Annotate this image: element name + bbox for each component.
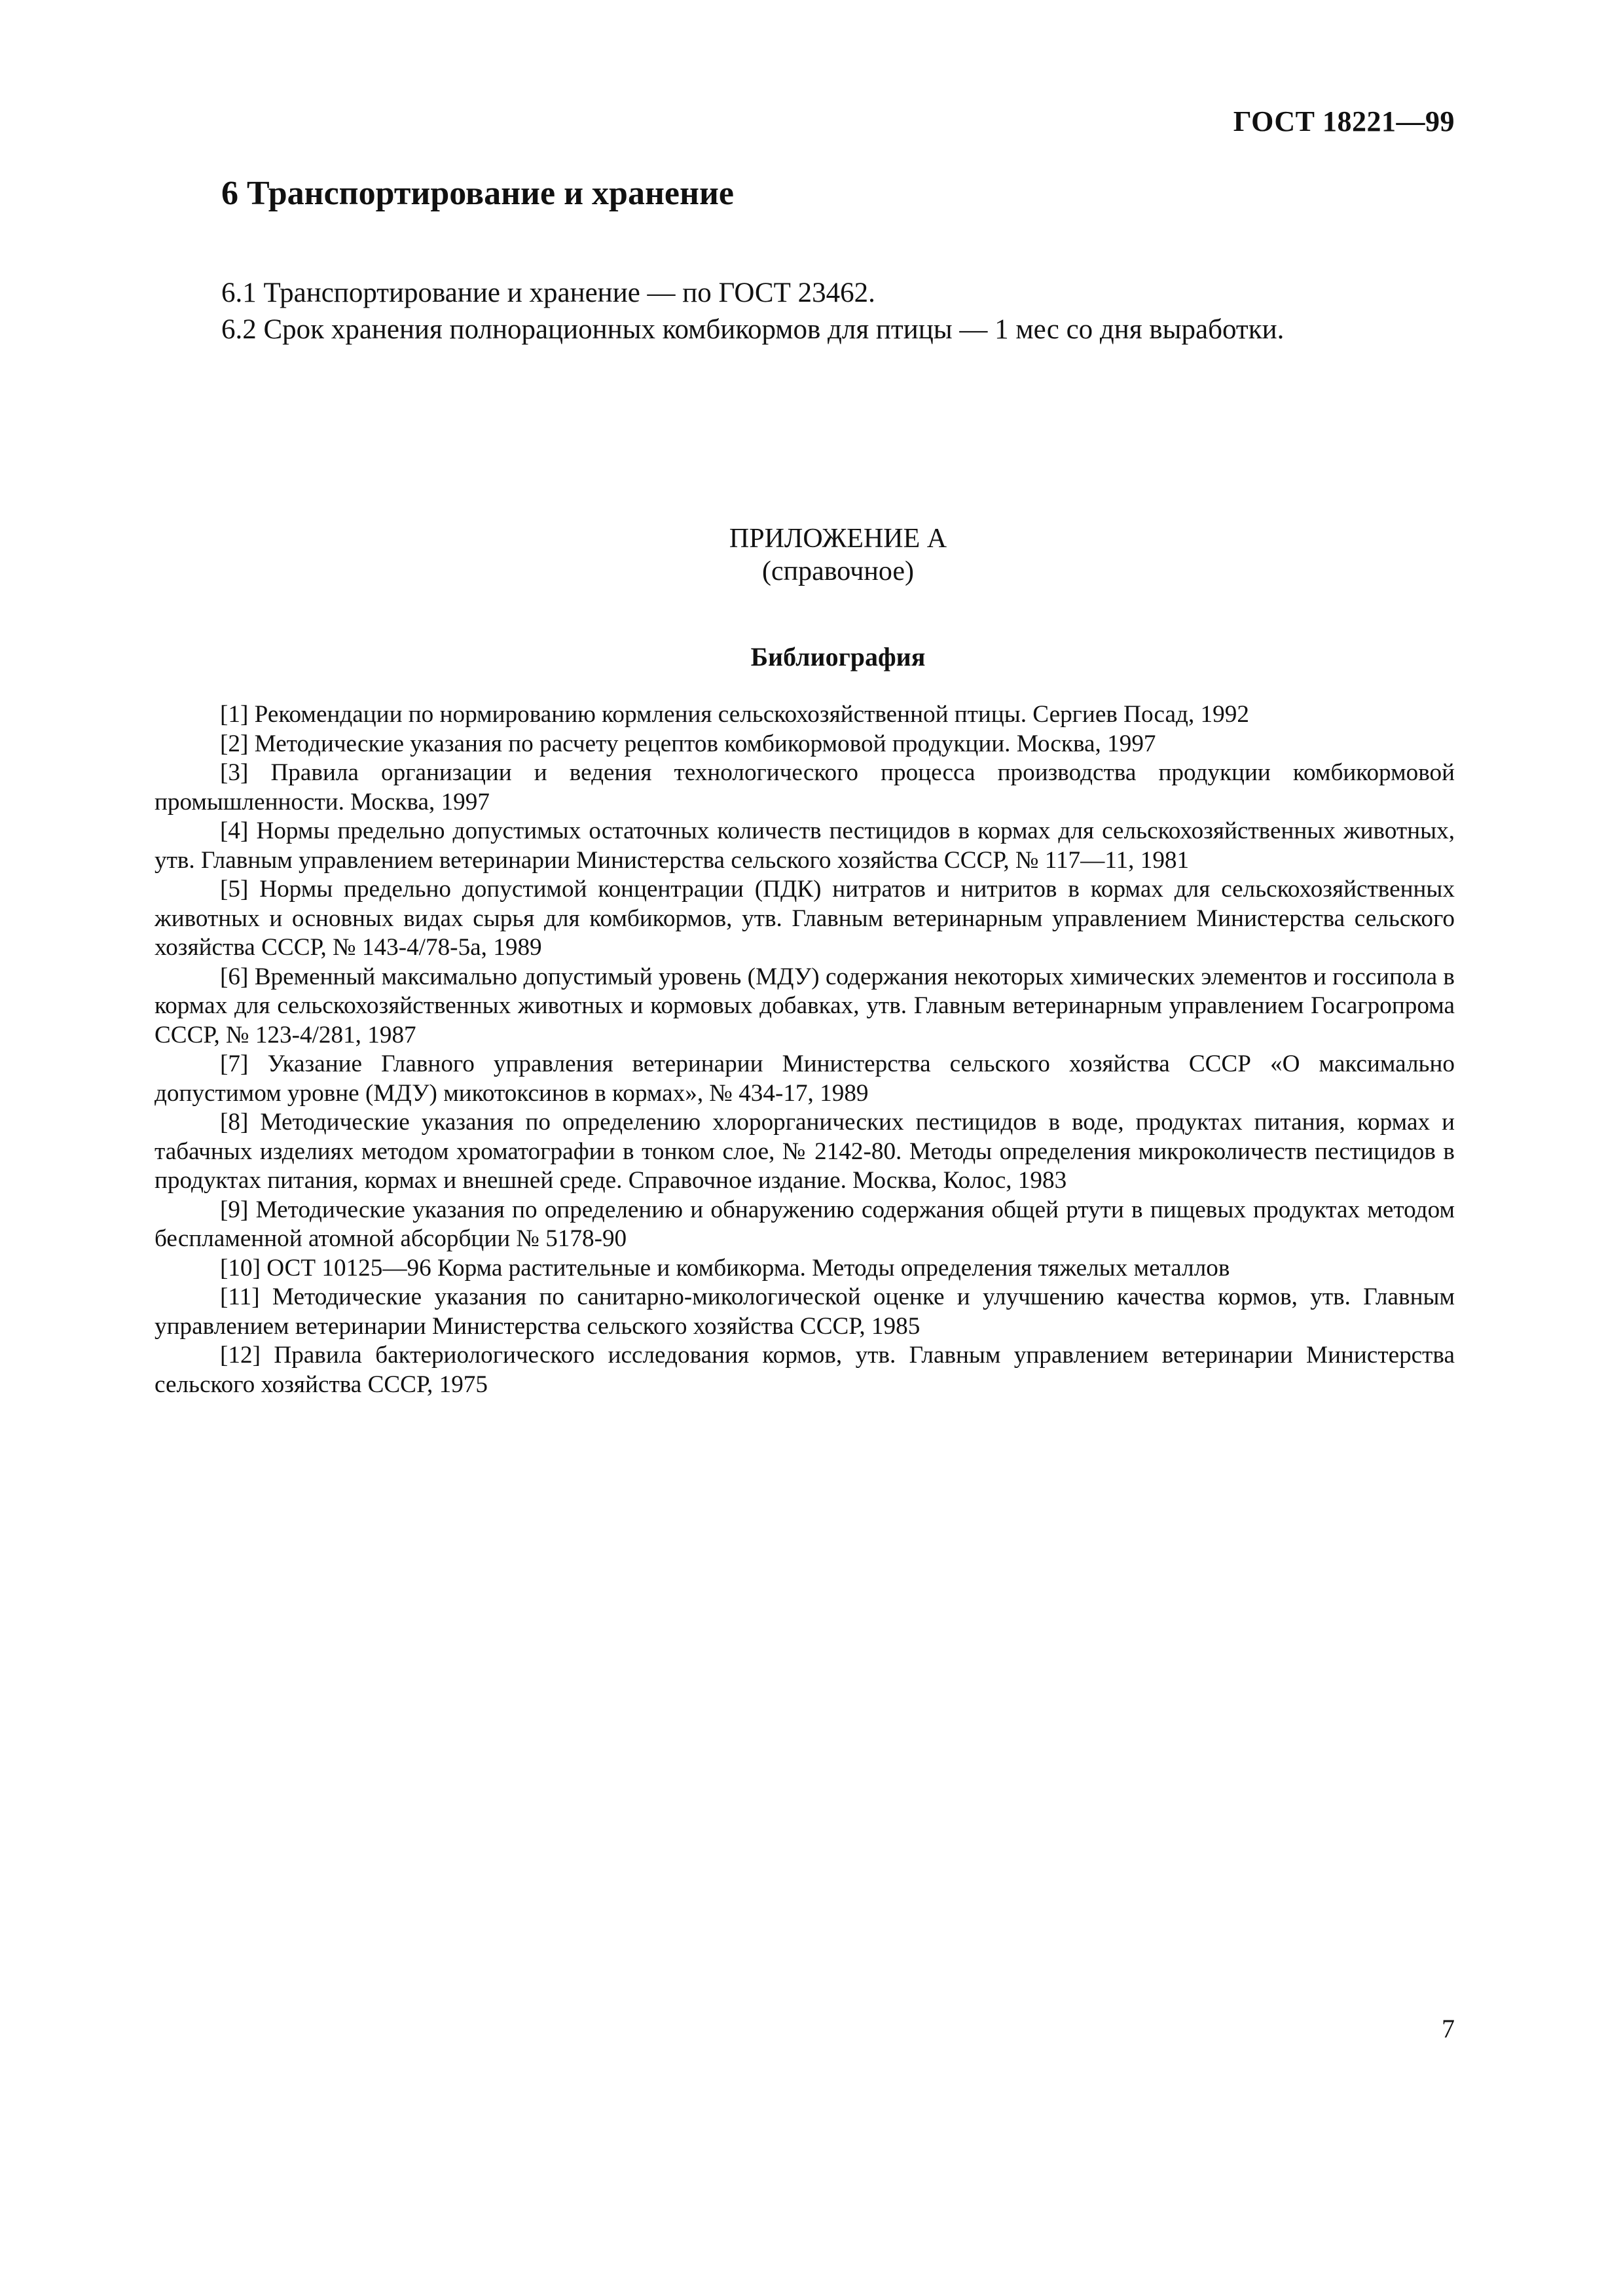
annex-label: ПРИЛОЖЕНИЕ А bbox=[729, 524, 947, 554]
bibliography-entry: [11] Методические указания по санитарно-микологической оценке и улучшению качества кормов, утв. Главным управлением ветеринарии Министерства сельского хозяйства СССР, 1985 bbox=[155, 1283, 1455, 1340]
bibliography-entry: [2] Методические указания по расчету рецептов комбикормовой продукции. Москва, 1997 bbox=[220, 730, 1156, 757]
annex-status: (справочное) bbox=[762, 556, 914, 586]
annex-heading bbox=[221, 522, 1455, 588]
bibliography-title: Библиография bbox=[750, 642, 926, 672]
clause-6-1: 6.1 Транспортирование и хранение — по ГОСТ 23462. bbox=[221, 278, 875, 308]
bibliography-entry: [1] Рекомендации по нормированию кормления сельскохозяйственной птицы. Сергиев Посад, 1992 bbox=[220, 701, 1249, 728]
document-code: ГОСТ 18221—99 bbox=[1233, 105, 1455, 137]
bibliography-entry: [4] Нормы предельно допустимых остаточных количеств пестицидов в кормах для сельскохозяйственных животных, утв. Главным управлением ветеринарии Министерства сельского хозяйства СССР, № 117—11, 1981 bbox=[155, 817, 1455, 874]
section-clauses bbox=[221, 275, 1455, 348]
bibliography-entry: [12] Правила бактериологического исследования кормов, утв. Главным управлением ветеринарии Министерства сельского хозяйства СССР, 1975 bbox=[155, 1342, 1455, 1398]
bibliography-entry: [3] Правила организации и ведения технологического процесса производства продукции комбикормовой промышленности. Москва, 1997 bbox=[155, 759, 1455, 816]
bibliography-entry: [9] Методические указания по определению и обнаружению содержания общей ртути в пищевых продуктах методом беспламенной атомной абсорбции № 5178-90 bbox=[155, 1196, 1455, 1252]
bibliography-entry: [8] Методические указания по определению хлорорганических пестицидов в воде, продуктах питания, кормах и табачных изделиях методом хроматографии в тонком слое, № 2142-80. Методы определения микроколичеств пестицидов в продуктах питания, кормах и внешней среде. Справочное издание. Москва, Колос, 1983 bbox=[155, 1109, 1455, 1194]
bibliography-entry: [10] ОСТ 10125—96 Корма растительные и комбикорма. Методы определения тяжелых металлов bbox=[220, 1254, 1230, 1282]
section-title: 6 Транспортирование и хранение bbox=[221, 175, 734, 212]
clause-6-2: 6.2 Срок хранения полнорационных комбикормов для птицы — 1 мес со дня выработки. bbox=[221, 314, 1285, 345]
bibliography-entry: [7] Указание Главного управления ветеринарии Министерства сельского хозяйства СССР «О максимально допустимом уровне (МДУ) микотоксинов в кормах», № 434-17, 1989 bbox=[155, 1050, 1455, 1107]
bibliography-entry: [6] Временный максимально допустимый уровень (МДУ) содержания некоторых химических элементов и госсипола в кормах для сельскохозяйственных животных и кормовых добавках, утв. Главным ветеринарным управлением Госагропрома СССР, № 123-4/281, 1987 bbox=[155, 963, 1455, 1049]
bibliography-list bbox=[155, 700, 1455, 1399]
bibliography-entry: [5] Нормы предельно допустимой концентрации (ПДК) нитратов и нитритов в кормах для сельскохозяйственных животных и основных видах сырья для комбикормов, утв. Главным ветеринарным управлением Министерства сельского хозяйства СССР, № 143-4/78-5а, 1989 bbox=[155, 876, 1455, 961]
page-number: 7 bbox=[1442, 2014, 1455, 2043]
